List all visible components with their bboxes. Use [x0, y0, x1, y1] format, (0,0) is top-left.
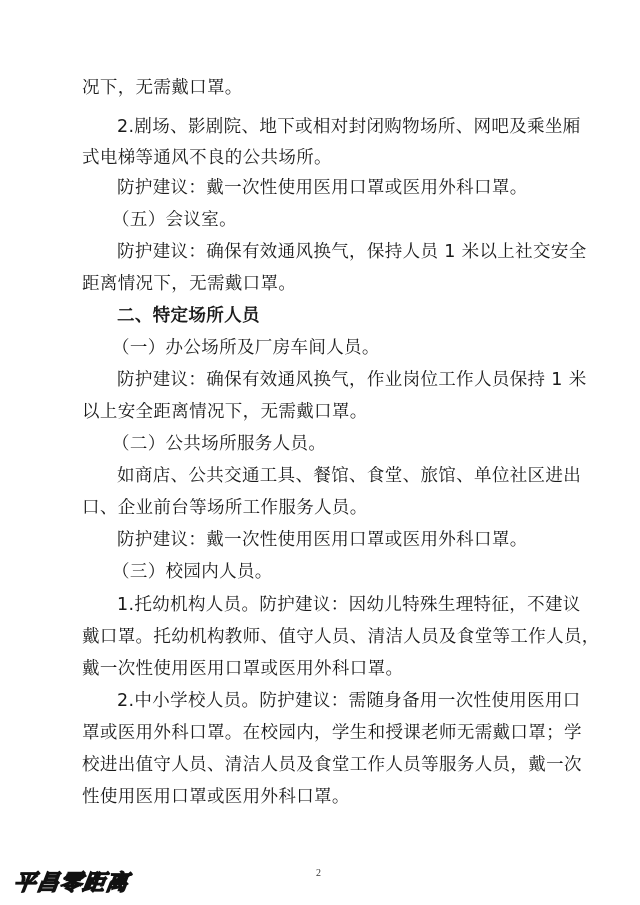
- text-line: 式电梯等通风不良的公共场所。: [82, 148, 332, 168]
- text-line: 防护建议：确保有效通风换气，保持人员 1 米以上社交安全: [117, 242, 587, 262]
- text-line: 况下，无需戴口罩。: [82, 78, 243, 98]
- section-heading: （五）会议室。: [112, 210, 237, 230]
- text-line: 戴口罩。托幼机构教师、值守人员、清洁人员及食堂等工作人员，: [82, 627, 600, 647]
- watermark-logo: 平昌零距离: [11, 871, 131, 896]
- text-line: 性使用医用口罩或医用外科口罩。: [82, 787, 350, 807]
- text-line: 2.中小学校人员。防护建议：需随身备用一次性使用医用口: [117, 691, 581, 711]
- text-line: 校进出值守人员、清洁人员及食堂工作人员等服务人员，戴一次: [82, 755, 582, 775]
- section-title: 二、特定场所人员: [117, 306, 260, 326]
- section-heading: （三）校园内人员。: [112, 562, 273, 582]
- text-line: 2.剧场、影剧院、地下或相对封闭购物场所、网吧及乘坐厢: [117, 117, 581, 137]
- section-heading: （一）办公场所及厂房车间人员。: [112, 338, 380, 358]
- section-heading: （二）公共场所服务人员。: [112, 434, 327, 454]
- text-line: 距离情况下，无需戴口罩。: [82, 274, 297, 294]
- text-line: 以上安全距离情况下，无需戴口罩。: [82, 402, 368, 422]
- text-line: 防护建议：戴一次性使用医用口罩或医用外科口罩。: [117, 178, 528, 198]
- text-line: 口、企业前台等场所工作服务人员。: [82, 498, 368, 518]
- text-line: 1.托幼机构人员。防护建议：因幼儿特殊生理特征，不建议: [117, 595, 581, 615]
- text-line: 防护建议：确保有效通风换气，作业岗位工作人员保持 1 米: [117, 370, 587, 390]
- text-line: 防护建议：戴一次性使用医用口罩或医用外科口罩。: [117, 530, 528, 550]
- text-line: 如商店、公共交通工具、餐馆、食堂、旅馆、单位社区进出: [117, 466, 582, 486]
- page-number: 2: [316, 868, 321, 879]
- text-line: 戴一次性使用医用口罩或医用外科口罩。: [82, 659, 404, 679]
- text-line: 罩或医用外科口罩。在校园内，学生和授课老师无需戴口罩；学: [82, 723, 582, 743]
